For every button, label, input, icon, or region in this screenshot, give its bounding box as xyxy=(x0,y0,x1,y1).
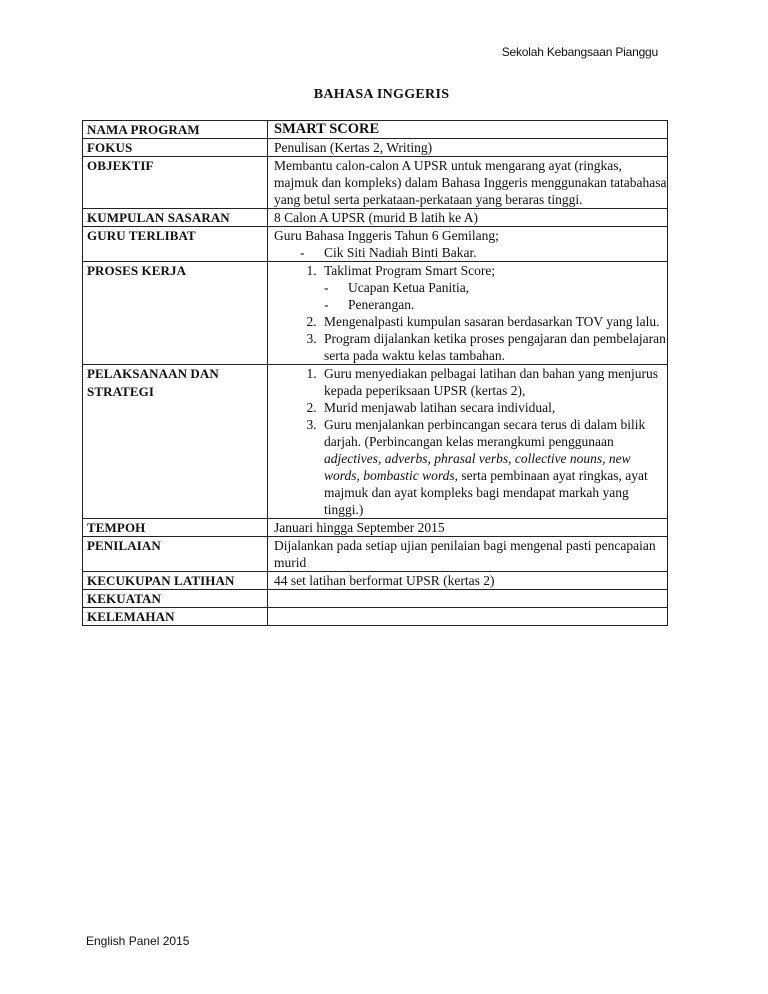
table-row-fokus xyxy=(83,139,668,157)
row-label: PENILAIAN xyxy=(83,537,268,572)
list-item: 2. Mengenalpasti kumpulan sasaran berdasarkan TOV yang lalu. xyxy=(320,313,667,330)
list-item: - Penerangan. xyxy=(324,296,667,313)
row-value: Penulisan (Kertas 2, Writing) xyxy=(268,139,668,157)
row-value: 44 set latihan berformat UPSR (kertas 2) xyxy=(268,572,668,590)
row-label: FOKUS xyxy=(83,139,268,157)
row-label: KECUKUPAN LATIHAN xyxy=(83,572,268,590)
list-item: - Cik Siti Nadiah Binti Bakar. xyxy=(300,244,667,261)
list-item: 1. Guru menyediakan pelbagai latihan dan bahan yang menjurus kepada peperiksaan UPSR (kertas 2), xyxy=(320,365,667,399)
table-row-proses xyxy=(83,262,668,365)
guru-text: Guru Bahasa Inggeris Tahun 6 Gemilang; xyxy=(274,228,499,243)
program-table xyxy=(82,120,668,626)
row-value xyxy=(268,262,668,365)
table-row-kekuatan xyxy=(83,590,668,608)
row-value: SMART SCORE xyxy=(268,121,668,139)
row-label: KELEMAHAN xyxy=(83,608,268,626)
page-footer: English Panel 2015 xyxy=(86,934,190,948)
row-value: Dijalankan pada setiap ujian penilaian bagi mengenal pasti pencapaian murid xyxy=(268,537,668,572)
table-row-kumpulan xyxy=(83,209,668,227)
row-value xyxy=(268,227,668,262)
table-row-penilaian xyxy=(83,537,668,572)
list-item: - Ucapan Ketua Panitia, xyxy=(324,279,667,296)
list-item: 1. Taklimat Program Smart Score; - Ucapan Ketua Panitia, - Penerangan. xyxy=(320,262,667,313)
list-item: 2. Murid menjawab latihan secara individual, xyxy=(320,399,667,416)
row-value: Januari hingga September 2015 xyxy=(268,519,668,537)
row-value: 8 Calon A UPSR (murid B latih ke A) xyxy=(268,209,668,227)
table-row-objektif xyxy=(83,157,668,209)
row-value xyxy=(268,608,668,626)
row-label: PELAKSANAAN DAN STRATEGI xyxy=(83,365,268,519)
row-value: Membantu calon-calon A UPSR untuk mengarang ayat (ringkas, majmuk dan kompleks) dalam Bahasa Inggeris menggunakan tatabahasa yang betul serta perkataan-perkataan yang beraras tinggi. xyxy=(268,157,668,209)
table-row-pelaksanaan xyxy=(83,365,668,519)
table-row-tempoh xyxy=(83,519,668,537)
row-label: KUMPULAN SASARAN xyxy=(83,209,268,227)
page-header-school: Sekolah Kebangsaan Pianggu xyxy=(501,45,658,59)
row-label: NAMA PROGRAM xyxy=(83,121,268,139)
table-row-guru xyxy=(83,227,668,262)
table-row-kecukupan xyxy=(83,572,668,590)
row-label: GURU TERLIBAT xyxy=(83,227,268,262)
table-row-program xyxy=(83,121,668,139)
list-item: 3. Program dijalankan ketika proses pengajaran dan pembelajaran serta pada waktu kelas tambahan. xyxy=(320,330,667,364)
row-label: OBJEKTIF xyxy=(83,157,268,209)
table-row-kelemahan xyxy=(83,608,668,626)
row-label: KEKUATAN xyxy=(83,590,268,608)
row-value xyxy=(268,365,668,519)
row-label: TEMPOH xyxy=(83,519,268,537)
list-item: 3. Guru menjalankan perbincangan secara terus di dalam bilik darjah. (Perbincangan kelas merangkumi penggunaan adjectives, adverbs, phrasal verbs, collective nouns, new words, bombastic words, serta pembinaan ayat ringkas, ayat majmuk dan ayat kompleks bagi mendapat markah yang tinggi.) xyxy=(320,416,667,518)
row-label: PROSES KERJA xyxy=(83,262,268,365)
page-title: BAHASA INGGERIS xyxy=(313,87,450,102)
row-value xyxy=(268,590,668,608)
